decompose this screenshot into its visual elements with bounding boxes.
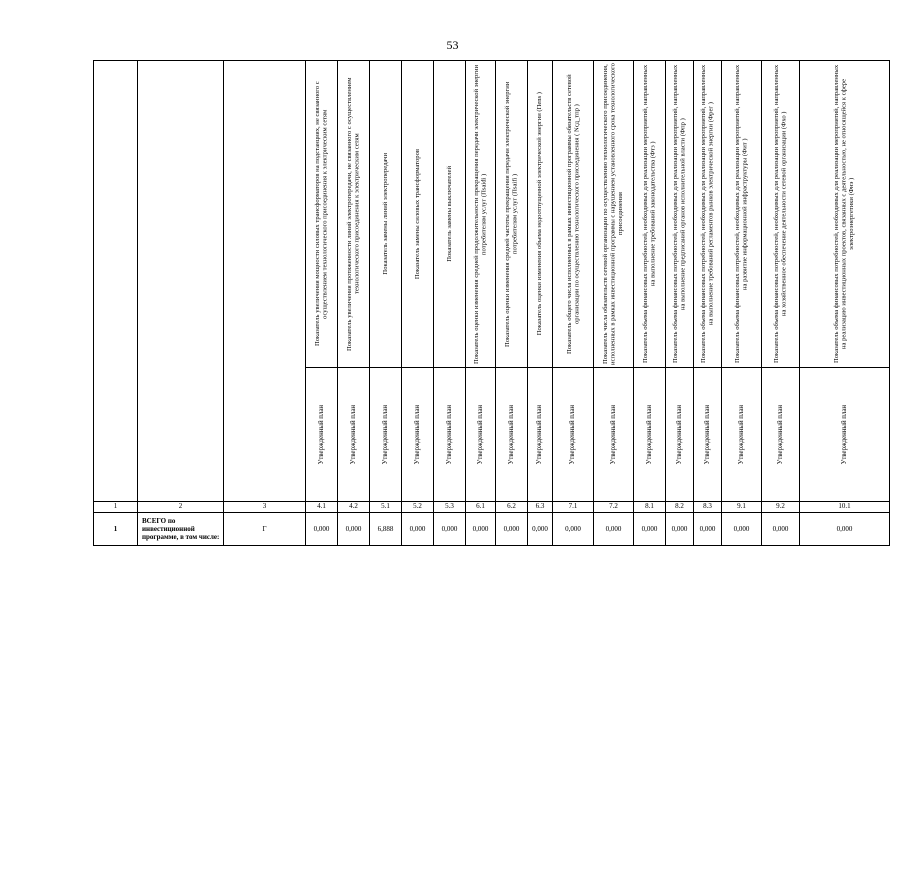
row-code: Г	[224, 513, 306, 546]
col-subheader-5-2: Утвержденный план	[402, 368, 434, 502]
col-num-2: 2	[138, 502, 224, 513]
cell-8-3: 0,000	[694, 513, 722, 546]
col-header-8-2: Показатель объема финансовых потребностей, необходимых для реализации мероприятий, направленных на выполнение предписаний органов исполнительной власти (Фпр )	[666, 61, 694, 368]
cell-4-1: 0,000	[306, 513, 338, 546]
cell-4-2: 0,000	[338, 513, 370, 546]
col-num-6-1: 6.1	[466, 502, 496, 513]
row-title: ВСЕГО по инвестиционной программе, в том числе:	[138, 513, 224, 546]
col-header-9-1: Показатель объема финансовых потребностей, необходимых для реализации мероприятий, направленных на развитие информационной инфраструктуры (Фит )	[722, 61, 762, 368]
col-num-9-2: 9.2	[762, 502, 800, 513]
col-header-5-1: Показатель замены линий электропередачи	[370, 61, 402, 368]
col-header-6-3: Показатель оценки изменения объема недоотпущенной электрической энергии (Пens )	[528, 61, 553, 368]
col-header-5-2: Показатель замены силовых трансформаторов	[402, 61, 434, 368]
cell-8-1: 0,000	[634, 513, 666, 546]
col-num-5-2: 5.2	[402, 502, 434, 513]
cell-5-3: 0,000	[434, 513, 466, 546]
col-num-5-1: 5.1	[370, 502, 402, 513]
col-num-6-2: 6.2	[496, 502, 528, 513]
cell-6-1: 0,000	[466, 513, 496, 546]
col-num-9-1: 9.1	[722, 502, 762, 513]
col-subheader-4-2: Утвержденный план	[338, 368, 370, 502]
col-subheader-5-3: Утвержденный план	[434, 368, 466, 502]
col-header-5-3: Показатель замены выключателей	[434, 61, 466, 368]
col-header-4-1: Показатель увеличения мощности силовых трансформаторов на подстанциях, не связанного с осуществлением технологического присоединения к электрическим сетям	[306, 61, 338, 368]
col-subheader-6-1: Утвержденный план	[466, 368, 496, 502]
col-num-4-2: 4.2	[338, 502, 370, 513]
col-num-10-1: 10.1	[800, 502, 890, 513]
header-empty-3	[224, 61, 306, 502]
cell-6-2: 0,000	[496, 513, 528, 546]
col-subheader-10-1: Утвержденный план	[800, 368, 890, 502]
col-num-5-3: 5.3	[434, 502, 466, 513]
col-subheader-7-2: Утвержденный план	[594, 368, 634, 502]
col-num-7-2: 7.2	[594, 502, 634, 513]
page-number: 53	[446, 38, 459, 52]
cell-9-1: 0,000	[722, 513, 762, 546]
col-subheader-8-3: Утвержденный план	[694, 368, 722, 502]
cell-8-2: 0,000	[666, 513, 694, 546]
col-header-6-1: Показатель оценки изменения средней продолжительности прекращения передачи электрической энергии потребителям услуг (Пsaidi )	[466, 61, 496, 368]
col-num-4-1: 4.1	[306, 502, 338, 513]
col-header-8-1: Показатель объема финансовых потребностей, необходимых для реализации мероприятий, направленных на выполнение требований законодательства (Фтз )	[634, 61, 666, 368]
row-number: 1	[94, 513, 138, 546]
col-num-8-1: 8.1	[634, 502, 666, 513]
col-subheader-5-1: Утвержденный план	[370, 368, 402, 502]
header-row	[94, 61, 890, 368]
header-empty-2	[138, 61, 224, 502]
col-header-10-1: Показатель объема финансовых потребностей, необходимых для реализации мероприятий, направленных на реализацию инвестиционных проектов, связанных с деятельностью, не относящейся к сфере электроэнергетики (Фнэ )	[800, 61, 890, 368]
col-header-7-2: Показатель числа обязательств сетевой организации по осуществлению технологического присоединения, исполненных в рамках инвестиционной программы с нарушением установленного срока технологического присоединения	[594, 61, 634, 368]
cell-9-2: 0,000	[762, 513, 800, 546]
col-header-6-2: Показатель оценки изменения средней частоты прекращения передачи электрической энергии потребителям услуг (Пsaifi )	[496, 61, 528, 368]
col-header-7-1: Показатель общего числа исполненных в рамках инвестиционной программы обязательств сетевой организации по осуществлению технологического присоединения ( Nсд_тпр )	[553, 61, 594, 368]
investment-indicators-table	[93, 60, 890, 546]
col-subheader-7-1: Утвержденный план	[553, 368, 594, 502]
col-subheader-8-1: Утвержденный план	[634, 368, 666, 502]
col-subheader-8-2: Утвержденный план	[666, 368, 694, 502]
col-num-1: 1	[94, 502, 138, 513]
col-num-6-3: 6.3	[528, 502, 553, 513]
col-subheader-9-2: Утвержденный план	[762, 368, 800, 502]
col-num-7-1: 7.1	[553, 502, 594, 513]
col-num-8-2: 8.2	[666, 502, 694, 513]
header-empty-1	[94, 61, 138, 502]
cell-7-2: 0,000	[594, 513, 634, 546]
cell-10-1: 0,000	[800, 513, 890, 546]
col-header-4-2: Показатель увеличения протяженности линий электропередачи, не связанного с осуществлением технологического присоединения к электрическим сетям	[338, 61, 370, 368]
table-row-total	[94, 513, 890, 546]
col-header-9-2: Показатель объема финансовых потребностей, необходимых для реализации мероприятий, направленных на хозяйственное обеспечение деятельности сетевой организации (Фхо )	[762, 61, 800, 368]
col-subheader-6-3: Утвержденный план	[528, 368, 553, 502]
col-header-8-3: Показатель объема финансовых потребностей, необходимых для реализации мероприятий, направленных на выполнение требований регламентов рынков электрической энергии (Фрег )	[694, 61, 722, 368]
col-num-8-3: 8.3	[694, 502, 722, 513]
col-subheader-6-2: Утвержденный план	[496, 368, 528, 502]
col-num-3: 3	[224, 502, 306, 513]
col-subheader-9-1: Утвержденный план	[722, 368, 762, 502]
cell-7-1: 0,000	[553, 513, 594, 546]
cell-5-2: 0,000	[402, 513, 434, 546]
cell-5-1: 6,888	[370, 513, 402, 546]
column-number-row	[94, 502, 890, 513]
cell-6-3: 0,000	[528, 513, 553, 546]
col-subheader-4-1: Утвержденный план	[306, 368, 338, 502]
